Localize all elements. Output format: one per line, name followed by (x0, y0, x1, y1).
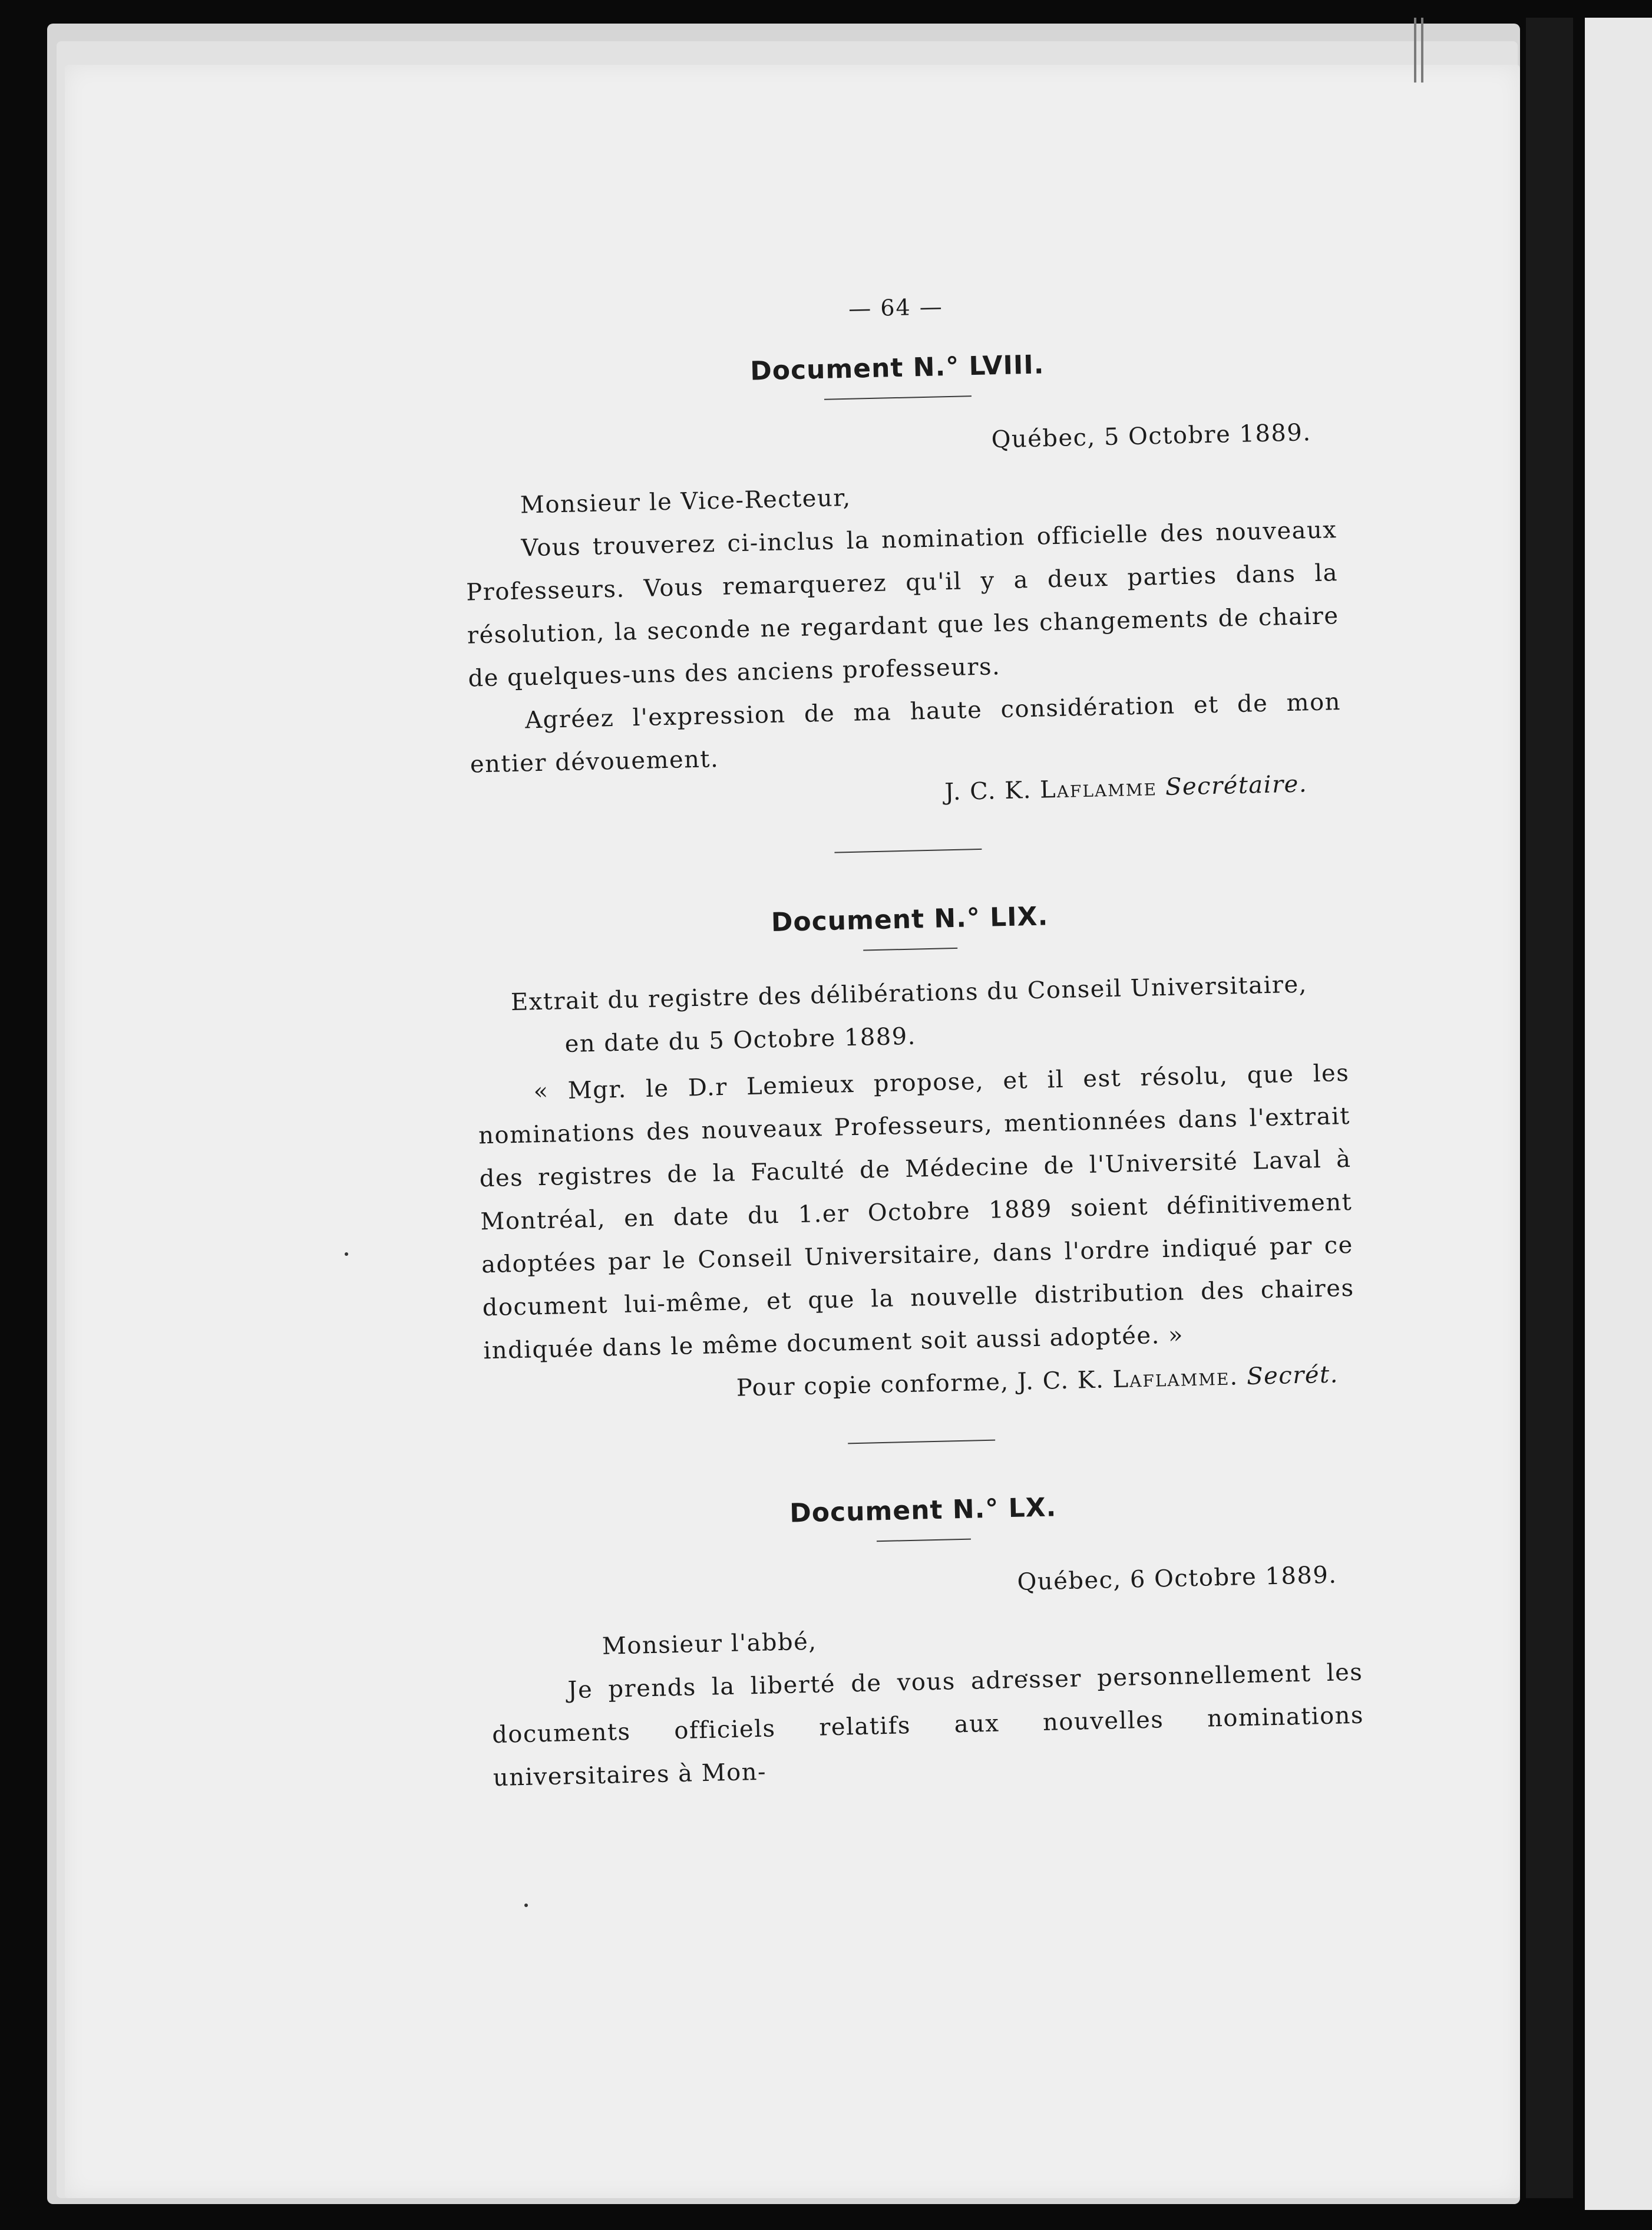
page-text (460, 285, 1365, 1800)
letter-paragraph: Je prends la liberté de vous adresser personnellement les documents officiels relatifs aux nouvelles nominations universitaires à Mon- (491, 1658, 1364, 1792)
section-separator (834, 849, 982, 853)
signature-title: Secrétaire. (1165, 770, 1308, 801)
ink-speck (345, 1252, 348, 1256)
letter-salutation: Monsieur le Vice-Recteur, (520, 484, 852, 519)
extract-line: Extrait du registre des délibérations du Conseil Universitaire, (510, 971, 1308, 1017)
extract-line: en date du 5 Octobre 1889. (564, 1022, 917, 1058)
binding-mark (1421, 18, 1423, 83)
section-separator (848, 1440, 995, 1444)
letter-paragraph: Agréez l'expression de ma haute considération et de mon entier dévouement. (470, 688, 1342, 778)
letter-paragraph: Vous trouverez ci-inclus la nomination officielle des nouveaux Professeurs. Vous remarquerez qu'il y a deux parties dans la résolution, la seconde ne regardant que les changements de chaire de quelques-uns des anciens professeurs. (465, 516, 1340, 692)
page-number: — 64 — (848, 293, 944, 322)
signature-initials: J. C. K. (944, 776, 1032, 806)
resolution-text: « Mgr. le D.r Lemieux propose, et il est résolu, que les nominations des nouveaux Professeurs, mentionnées dans l'extrait des registres de la Faculté de Médecine de l'Université Laval à Montréal, en date du 1.er Octobre 1889 soient définitivement adoptées par le Conseil Universitaire, dans l'ordre indiqué par ce document lui-même, et que la nouvelle distribution des chaires indiquée dans le même document soit aussi adoptée. » (478, 1059, 1354, 1365)
document-58 (461, 343, 1343, 824)
facing-page-shadow (1526, 18, 1573, 2198)
copy-title: Secrét. (1246, 1361, 1339, 1390)
copy-name: Laflamme. (1112, 1363, 1239, 1394)
document-58-heading: Document N.° LVIII. (749, 349, 1045, 387)
document-60-heading: Document N.° LX. (789, 1492, 1057, 1529)
letter-date: Québec, 5 Octobre 1889. (991, 419, 1312, 454)
signature-name: Laflamme (1039, 774, 1158, 804)
heading-rule (824, 395, 972, 400)
heading-rule (877, 1539, 971, 1542)
document-59 (474, 895, 1357, 1416)
letter-salutation: Monsieur l'abbé, (602, 1628, 817, 1660)
binding-mark (1414, 18, 1416, 83)
ink-speck (524, 1904, 528, 1907)
heading-rule (863, 948, 957, 951)
copy-prefix: Pour copie conforme, J. C. K. (736, 1366, 1105, 1402)
letter-date: Québec, 6 Octobre 1889. (1017, 1561, 1338, 1596)
document-60 (487, 1486, 1365, 1800)
document-59-heading: Document N.° LIX. (771, 901, 1049, 938)
facing-page-edge (1585, 18, 1652, 2210)
